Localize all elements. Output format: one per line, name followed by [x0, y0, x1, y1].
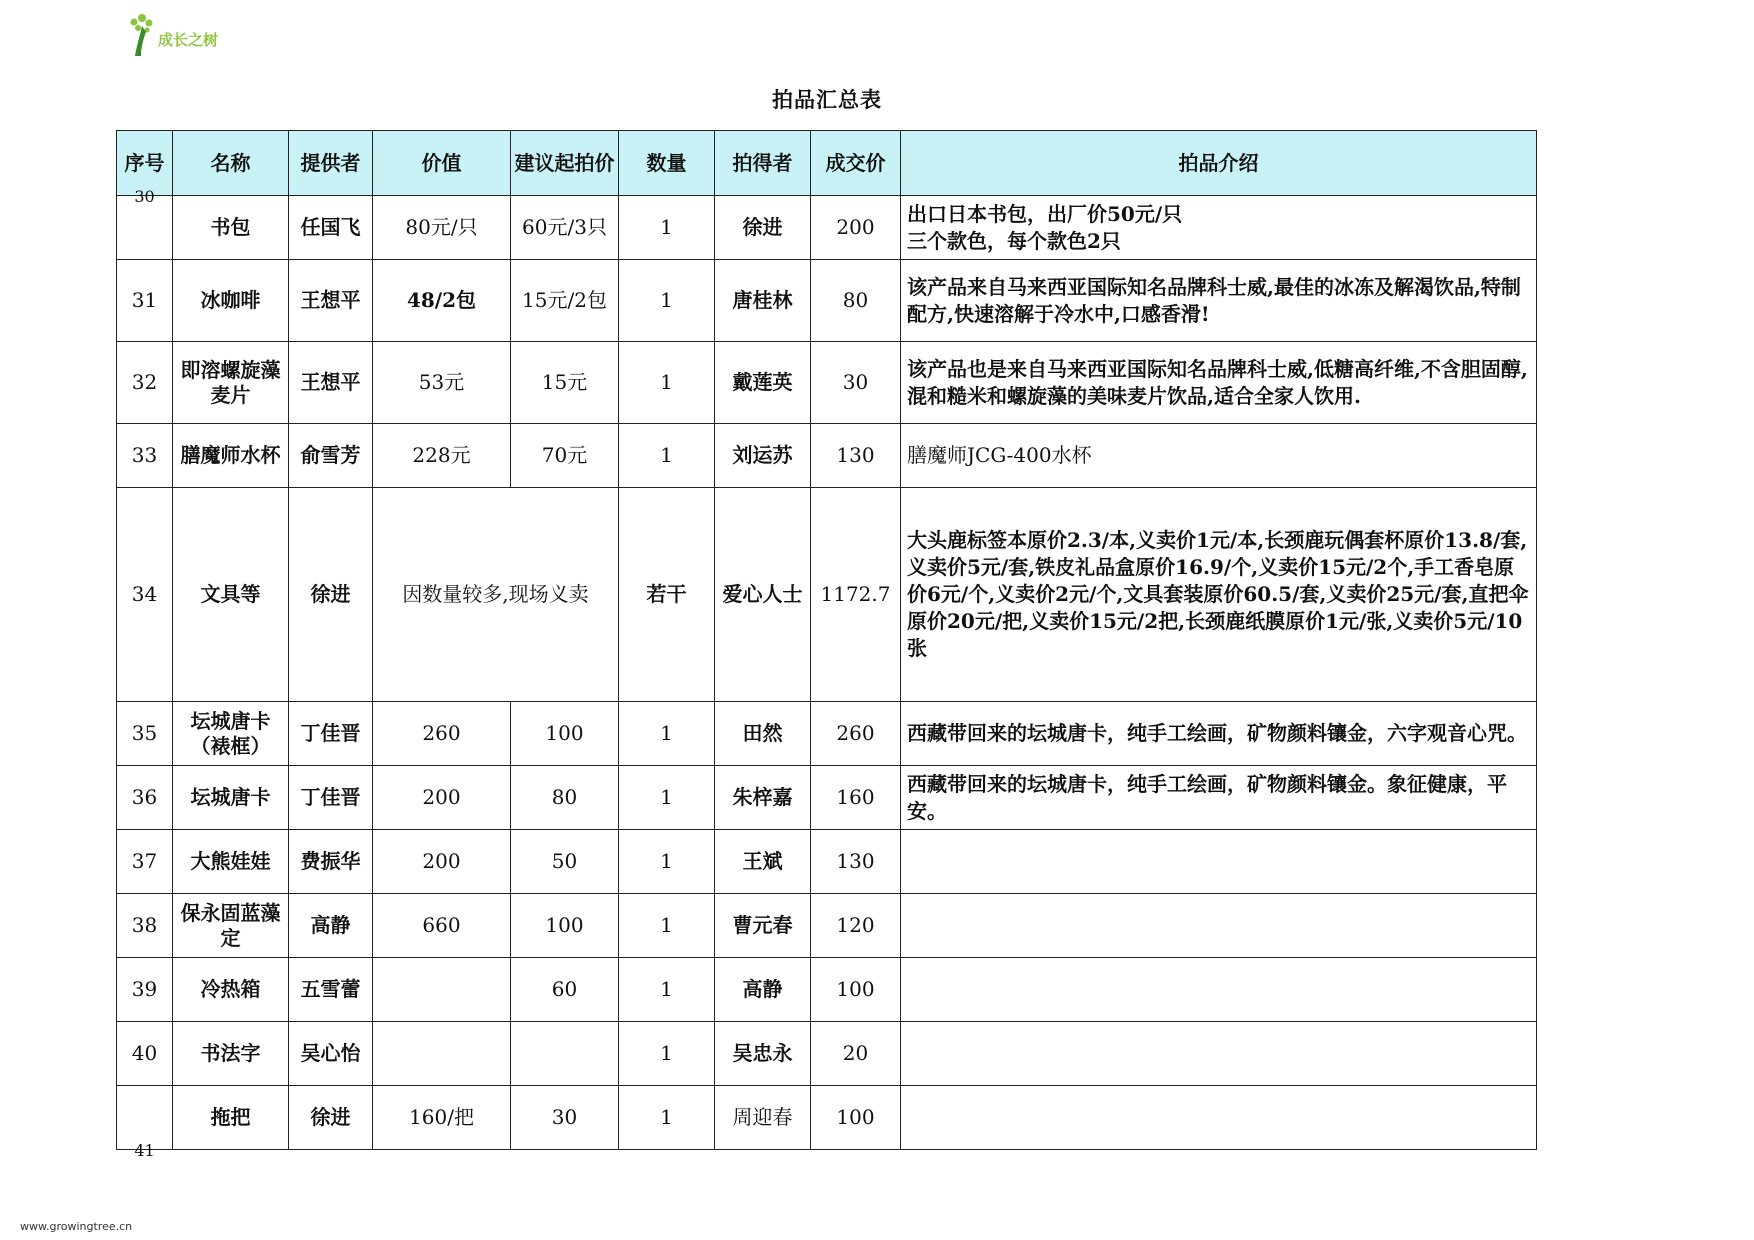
- cell-qty: 1: [619, 1086, 715, 1150]
- cell-qty: 1: [619, 196, 715, 260]
- footer-url: www.growingtree.cn: [20, 1220, 133, 1233]
- cell-provider: 丁佳晋: [289, 766, 373, 830]
- cell-desc: 西藏带回来的坛城唐卡，纯手工绘画，矿物颜料镶金，六字观音心咒。: [901, 702, 1537, 766]
- cell-no: 32: [117, 342, 173, 424]
- cell-start-price: 15元: [511, 342, 619, 424]
- cell-value: 660: [373, 894, 511, 958]
- table-row: [117, 894, 1537, 958]
- cell-value: 200: [373, 830, 511, 894]
- col-header-no: 序号: [117, 131, 173, 196]
- cell-value: 228元: [373, 424, 511, 488]
- cell-start-price: 70元: [511, 424, 619, 488]
- cell-provider: 高静: [289, 894, 373, 958]
- cell-winner: 曹元春: [715, 894, 811, 958]
- cell-no: 41: [117, 1086, 173, 1150]
- table-row: [117, 958, 1537, 1022]
- cell-name: 冰咖啡: [173, 260, 289, 342]
- table-row: [117, 1022, 1537, 1086]
- cell-value: 160/把: [373, 1086, 511, 1150]
- cell-qty: 1: [619, 342, 715, 424]
- cell-name: 冷热箱: [173, 958, 289, 1022]
- cell-start-price: 100: [511, 894, 619, 958]
- table-row: [117, 196, 1537, 260]
- svg-text:成长之树: 成长之树: [158, 31, 219, 49]
- cell-no: 34: [117, 488, 173, 702]
- cell-price: 100: [811, 1086, 901, 1150]
- cell-qty: 1: [619, 830, 715, 894]
- cell-start-price: 15元/2包: [511, 260, 619, 342]
- cell-provider: 五雪蕾: [289, 958, 373, 1022]
- cell-value: 48/2包: [373, 260, 511, 342]
- table-row: [117, 766, 1537, 830]
- cell-value: [373, 1022, 511, 1086]
- cell-value: 200: [373, 766, 511, 830]
- cell-price: 30: [811, 342, 901, 424]
- cell-no: 36: [117, 766, 173, 830]
- cell-value: [373, 958, 511, 1022]
- cell-no: 33: [117, 424, 173, 488]
- cell-name: 坛城唐卡: [173, 766, 289, 830]
- col-header-desc: 拍品介绍: [901, 131, 1537, 196]
- cell-desc: [901, 830, 1537, 894]
- cell-provider: 徐进: [289, 1086, 373, 1150]
- cell-qty: 若干: [619, 488, 715, 702]
- cell-winner: 朱梓嘉: [715, 766, 811, 830]
- cell-start-price: 60元/3只: [511, 196, 619, 260]
- cell-qty: 1: [619, 766, 715, 830]
- cell-price: 1172.7: [811, 488, 901, 702]
- cell-no: 35: [117, 702, 173, 766]
- cell-price: 130: [811, 424, 901, 488]
- col-header-qty: 数量: [619, 131, 715, 196]
- cell-name: 保永固蓝藻定: [173, 894, 289, 958]
- cell-start-price: [511, 1022, 619, 1086]
- cell-winner: 周迎春: [715, 1086, 811, 1150]
- cell-no: 38: [117, 894, 173, 958]
- cell-winner: 唐桂林: [715, 260, 811, 342]
- col-header-value: 价值: [373, 131, 511, 196]
- cell-name: 即溶螺旋藻麦片: [173, 342, 289, 424]
- cell-price: 200: [811, 196, 901, 260]
- table-row: [117, 488, 1537, 702]
- table-row: [117, 342, 1537, 424]
- cell-name: 书法字: [173, 1022, 289, 1086]
- cell-name: 文具等: [173, 488, 289, 702]
- cell-start-price: 50: [511, 830, 619, 894]
- cell-price: 160: [811, 766, 901, 830]
- cell-name: 大熊娃娃: [173, 830, 289, 894]
- cell-provider: 任国飞: [289, 196, 373, 260]
- cell-winner: 刘运苏: [715, 424, 811, 488]
- cell-desc: 该产品来自马来西亚国际知名品牌科士威,最佳的冰冻及解渴饮品,特制配方,快速溶解于冷水中,口感香滑!: [901, 260, 1537, 342]
- table-row: [117, 260, 1537, 342]
- cell-winner: 徐进: [715, 196, 811, 260]
- cell-start-price: 100: [511, 702, 619, 766]
- cell-name: 坛城唐卡（裱框）: [173, 702, 289, 766]
- cell-start-price: 30: [511, 1086, 619, 1150]
- cell-desc: 出口日本书包，出厂价50元/只 三个款色，每个款色2只: [901, 196, 1537, 260]
- cell-desc: [901, 958, 1537, 1022]
- page-title: 拍品汇总表: [772, 87, 882, 112]
- cell-desc: 该产品也是来自马来西亚国际知名品牌科士威,低糖高纤维,不含胆固醇,混和糙米和螺旋藻的美味麦片饮品,适合全家人饮用.: [901, 342, 1537, 424]
- cell-provider: 徐进: [289, 488, 373, 702]
- cell-provider: 费振华: [289, 830, 373, 894]
- col-header-winner: 拍得者: [715, 131, 811, 196]
- cell-qty: 1: [619, 260, 715, 342]
- cell-price: 130: [811, 830, 901, 894]
- table-row: [117, 1086, 1537, 1150]
- cell-value-merged: 因数量较多,现场义卖: [373, 488, 619, 702]
- cell-provider: 丁佳晋: [289, 702, 373, 766]
- cell-desc: 大头鹿标签本原价2.3/本,义卖价1元/本,长颈鹿玩偶套杯原价13.8/套,义卖价5元/套,铁皮礼品盒原价16.9/个,义卖价15元/2个,手工香皂原价6元/个,义卖价2元/个,文具套装原价60.5/套,义卖价25元/套,直把伞原价20元/把,义卖价15元/2把,长颈鹿纸膜原价1元/张,义卖价5元/10张: [901, 488, 1537, 702]
- table-header-row: [117, 131, 1537, 196]
- cell-price: 80: [811, 260, 901, 342]
- cell-start-price: 80: [511, 766, 619, 830]
- cell-desc: [901, 894, 1537, 958]
- table-row: [117, 830, 1537, 894]
- cell-price: 100: [811, 958, 901, 1022]
- cell-name: 拖把: [173, 1086, 289, 1150]
- cell-winner: 高静: [715, 958, 811, 1022]
- cell-qty: 1: [619, 958, 715, 1022]
- cell-provider: 王想平: [289, 342, 373, 424]
- col-header-name: 名称: [173, 131, 289, 196]
- cell-provider: 王想平: [289, 260, 373, 342]
- tree-icon: [131, 14, 153, 56]
- cell-value: 53元: [373, 342, 511, 424]
- cell-desc: [901, 1022, 1537, 1086]
- cell-value: 260: [373, 702, 511, 766]
- cell-desc: [901, 1086, 1537, 1150]
- cell-qty: 1: [619, 702, 715, 766]
- cell-start-price: 60: [511, 958, 619, 1022]
- table-row: [117, 702, 1537, 766]
- cell-no: 40: [117, 1022, 173, 1086]
- cell-no: 31: [117, 260, 173, 342]
- cell-qty: 1: [619, 424, 715, 488]
- cell-name: 膳魔师水杯: [173, 424, 289, 488]
- cell-qty: 1: [619, 1022, 715, 1086]
- cell-price: 120: [811, 894, 901, 958]
- cell-winner: 爱心人士: [715, 488, 811, 702]
- cell-provider: 俞雪芳: [289, 424, 373, 488]
- cell-no: 37: [117, 830, 173, 894]
- cell-provider: 吴心怡: [289, 1022, 373, 1086]
- cell-winner: 王斌: [715, 830, 811, 894]
- cell-winner: 田然: [715, 702, 811, 766]
- cell-desc: 膳魔师JCG-400水杯: [901, 424, 1537, 488]
- cell-value: 80元/只: [373, 196, 511, 260]
- col-header-provider: 提供者: [289, 131, 373, 196]
- brand-logo: [122, 12, 232, 62]
- col-header-start-price: 建议起拍价: [511, 131, 619, 196]
- table-row: [117, 424, 1537, 488]
- cell-no: 30: [117, 196, 173, 260]
- cell-name: 书包: [173, 196, 289, 260]
- cell-desc: 西藏带回来的坛城唐卡，纯手工绘画，矿物颜料镶金。象征健康，平安。: [901, 766, 1537, 830]
- cell-price: 260: [811, 702, 901, 766]
- cell-no: 39: [117, 958, 173, 1022]
- cell-qty: 1: [619, 894, 715, 958]
- col-header-price: 成交价: [811, 131, 901, 196]
- cell-winner: 吴忠永: [715, 1022, 811, 1086]
- auction-items-table: [116, 130, 1537, 1160]
- cell-winner: 戴莲英: [715, 342, 811, 424]
- cell-price: 20: [811, 1022, 901, 1086]
